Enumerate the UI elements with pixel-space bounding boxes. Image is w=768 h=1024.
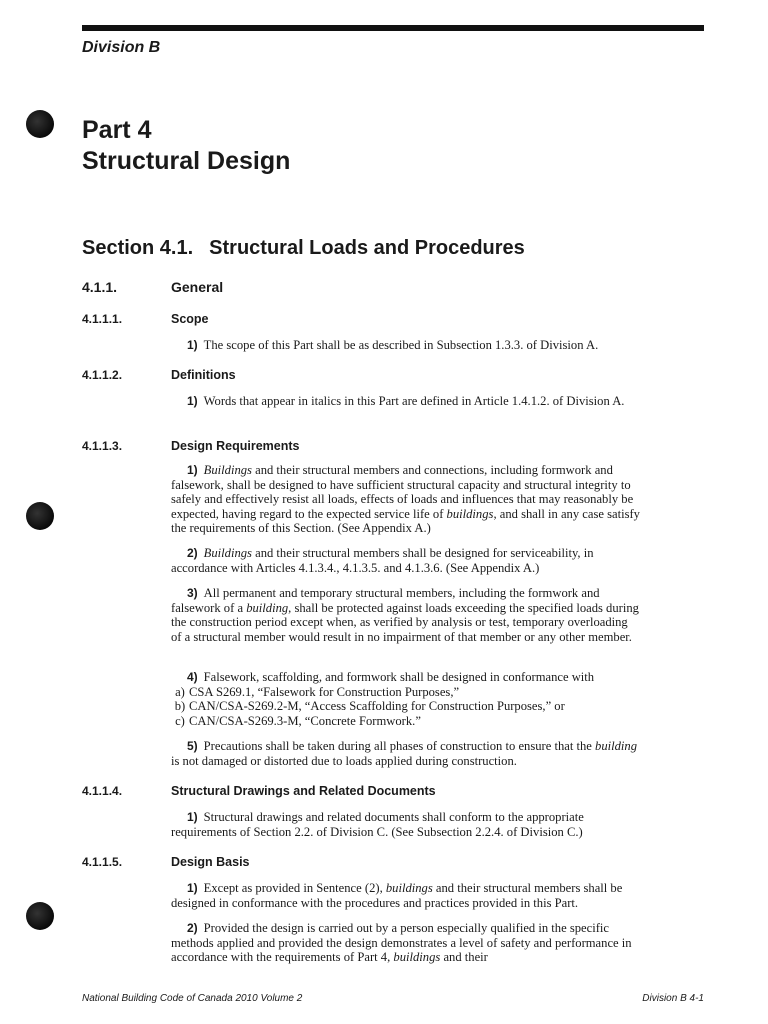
sentence-number: 2) (187, 921, 198, 935)
division-header: Division B (82, 39, 161, 56)
sentence-number: 4) (187, 670, 198, 684)
sentence-text: Falsework, scaffolding, and formwork shall be designed in conformance with (203, 670, 595, 684)
sentence-number: 2) (187, 546, 198, 560)
article-title: Definitions (171, 368, 236, 382)
footer-page-number: Division B 4-1 (642, 993, 704, 1004)
sentence-number: 1) (187, 338, 198, 352)
article-number: 4.1.1.3. (82, 439, 123, 453)
article-number: 4.1.1.5. (82, 855, 123, 869)
section-number: Section 4.1. (82, 237, 194, 259)
defined-term: building (246, 600, 289, 615)
clause-text: CSA S269.1, “Falsework for Construction Purposes,” (189, 684, 460, 699)
clause-label: c) (175, 713, 185, 728)
defined-term: Buildings (203, 546, 252, 560)
section-heading (82, 237, 525, 260)
clause-text: CAN/CSA-S269.3-M, “Concrete Formwork.” (189, 713, 421, 728)
defined-term: buildings (393, 950, 441, 965)
article-title: Scope (171, 312, 209, 326)
sentence-number: 1) (187, 463, 198, 477)
subsection-title: General (171, 279, 224, 295)
sentence (171, 921, 641, 965)
sentence (171, 810, 641, 839)
part-name: Structural Design (82, 146, 291, 175)
sentence (171, 338, 641, 353)
defined-term: Buildings (203, 463, 252, 477)
section-title: Structural Loads and Procedures (209, 237, 525, 259)
sentence (171, 739, 641, 768)
part-number: Part 4 (82, 116, 152, 144)
sentence-text: Structural drawings and related documents shall conform to the appropriate requirements of Section 2.2. of Division C. (See Subsection 2.2.4. of Division C.) (171, 810, 584, 839)
sentence (171, 586, 641, 644)
sentence-text: is not damaged or distorted due to loads applied during construction. (171, 753, 517, 768)
defined-term: buildings (446, 506, 494, 521)
sentence-text: Precautions shall be taken during all phases of construction to ensure that the (203, 739, 596, 753)
clause (171, 714, 641, 729)
sentence-text: Except as provided in Sentence (2), (203, 881, 386, 895)
sentence-text: and their structural members shall be designed for serviceability, in accordance with Articles 4.1.3.4., 4.1.3.5. and 4.1.3.6. (See Appendix A.) (171, 546, 594, 575)
binder-hole-icon (26, 902, 54, 930)
sentence (171, 670, 641, 728)
defined-term: building (595, 739, 638, 753)
sentence-text: The scope of this Part shall be as described in Subsection 1.3.3. of Division A. (203, 338, 599, 352)
clause-label: a) (175, 684, 185, 699)
sentence (171, 394, 641, 409)
clause (171, 699, 641, 714)
sentence-text: , shall be protected against loads exceeding the specified loads during the construction period except when, as verified by analysis or test, temporary overloading of a structural member would result in no impairment of that member or any other member. (171, 600, 639, 644)
sentence-text: Words that appear in italics in this Part are defined in Article 1.4.1.2. of Division A. (203, 394, 625, 408)
sentence-text: and their structural members shall be designed in conformance with the procedures and practices provided in this Part. (171, 881, 623, 910)
part-title (82, 115, 290, 176)
sentence-text: Provided the design is carried out by a person especially qualified in the specific methods applied and provided the design demonstrates a level of safety and performance in accordance with the requirements of Part 4, (171, 921, 632, 965)
binder-hole-icon (26, 110, 54, 138)
clause-text: CAN/CSA-S269.2-M, “Access Scaffolding for Construction Purposes,” or (189, 699, 565, 714)
article-number: 4.1.1.4. (82, 784, 123, 798)
sentence-number: 3) (187, 586, 198, 600)
article-number: 4.1.1.2. (82, 368, 123, 382)
sentence (171, 463, 641, 536)
sentence-text: and their (440, 950, 488, 965)
sentence-text: All permanent and temporary structural members, including the formwork and falsework of a (171, 586, 600, 615)
sentence (171, 881, 641, 910)
article-title: Design Basis (171, 855, 250, 869)
binder-hole-icon (26, 502, 54, 530)
header-rule (82, 25, 704, 31)
sentence-number: 1) (187, 881, 198, 895)
sentence-number: 1) (187, 394, 198, 408)
sentence-text: , and shall in any case satisfy the requirements of this Section. (See Appendix A.) (171, 506, 640, 536)
article-title: Design Requirements (171, 439, 300, 453)
sentence-number: 5) (187, 739, 198, 753)
subsection-number: 4.1.1. (82, 279, 118, 295)
clause (171, 685, 641, 700)
clause-label: b) (174, 699, 186, 714)
sentence-text: and their structural members and connections, including formwork and falsework, shall be designed to have sufficient structural capacity and structural integrity to safely and effectively resist all loads, effects of loads and influences that may reasonably be expected, having regard to the expected service life of (171, 463, 634, 521)
sentence (171, 546, 641, 575)
footer-publication: National Building Code of Canada 2010 Volume 2 (82, 993, 303, 1004)
article-number: 4.1.1.1. (82, 312, 123, 326)
defined-term: buildings (385, 881, 433, 895)
article-title: Structural Drawings and Related Documents (171, 784, 436, 798)
sentence-number: 1) (187, 810, 198, 824)
